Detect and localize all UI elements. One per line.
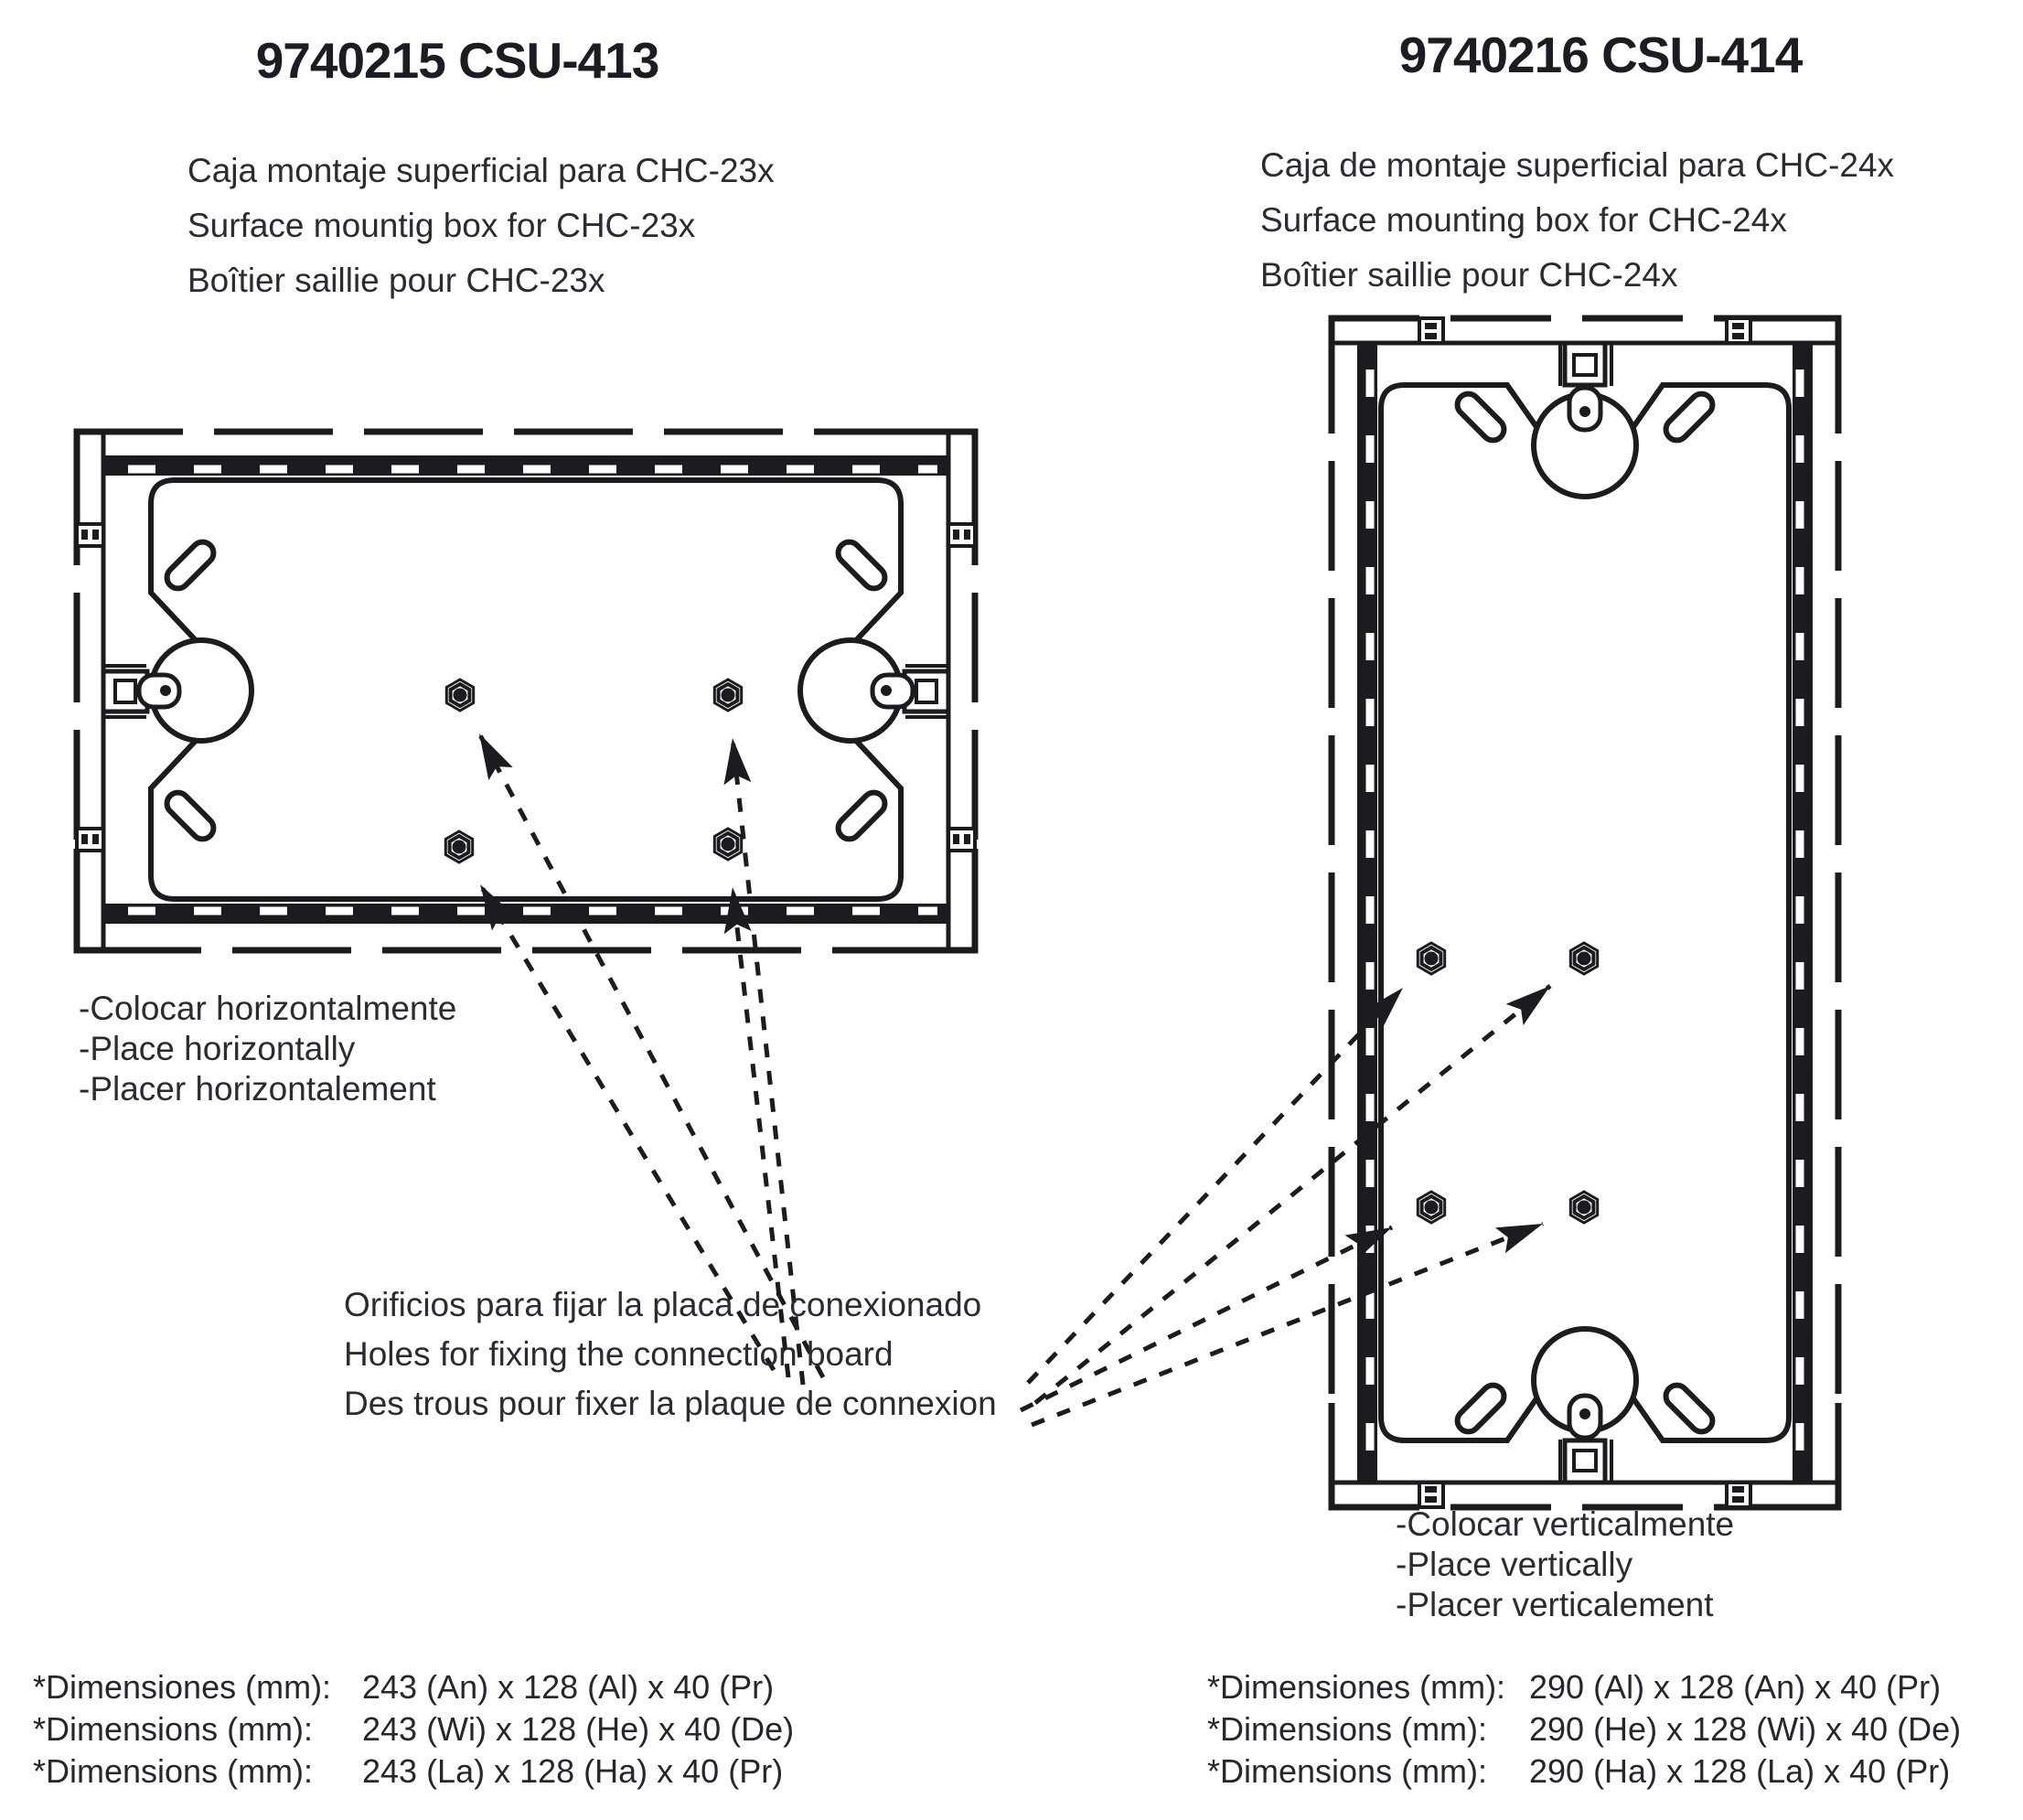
dimension-value: 290 (He) x 128 (Wi) x 40 (De) <box>1529 1710 1962 1748</box>
left-placement-note-fr: -Placer horizontalement <box>79 1070 436 1108</box>
right-dimensions-row <box>1207 1752 1950 1791</box>
dimension-label: *Dimensiones (mm): <box>33 1668 332 1706</box>
vertical-box-diagram <box>1328 315 1842 1511</box>
dimension-label: *Dimensiones (mm): <box>1207 1668 1506 1706</box>
product-right-description-fr: Boîtier saillie pour CHC-24x <box>1260 256 1678 294</box>
right-placement-note-es: -Colocar verticalmente <box>1396 1505 1735 1543</box>
dimension-value: 243 (Wi) x 128 (He) x 40 (De) <box>362 1710 795 1748</box>
dimension-value: 290 (Al) x 128 (An) x 40 (Pr) <box>1529 1668 1942 1706</box>
fixing-screw-icon <box>714 829 741 860</box>
holes-note-es: Orificios para fijar la placa de conexionado <box>344 1286 982 1323</box>
product-right-description-es: Caja de montaje superficial para CHC-24x <box>1260 146 1895 184</box>
product-left-description-fr: Boîtier saillie pour CHC-23x <box>187 262 605 299</box>
dimension-value: 243 (La) x 128 (Ha) x 40 (Pr) <box>362 1752 784 1790</box>
horizontal-box-diagram <box>73 428 979 954</box>
product-left-code-title: 9740215 CSU-413 <box>255 32 659 89</box>
fixing-screw-icon <box>446 680 473 711</box>
product-right-description-en: Surface mounting box for CHC-24x <box>1260 201 1787 239</box>
dimension-label: *Dimensions (mm): <box>33 1752 314 1790</box>
left-dimensions-row <box>33 1752 783 1791</box>
fixing-screw-icon <box>1570 1192 1597 1223</box>
holes-note-fr: Des trous pour fixer la plaque de connexion <box>344 1385 997 1422</box>
fixing-screw-icon <box>714 680 741 711</box>
right-placement-note-fr: -Placer verticalement <box>1396 1586 1714 1623</box>
fixing-screw-icon <box>445 831 472 862</box>
right-dimensions-row <box>1207 1710 1961 1749</box>
fixing-screw-icon <box>1418 943 1444 974</box>
fixing-screw-icon <box>1418 1192 1444 1223</box>
dimension-label: *Dimensions (mm): <box>1207 1710 1488 1748</box>
holes-note-en: Holes for fixing the connection board <box>344 1335 894 1373</box>
product-left-description-en: Surface mountig box for CHC-23x <box>187 207 696 244</box>
product-left-description-es: Caja montaje superficial para CHC-23x <box>187 152 775 189</box>
dimension-value: 243 (An) x 128 (Al) x 40 (Pr) <box>362 1668 775 1706</box>
right-dimensions-row <box>1207 1668 1941 1707</box>
left-placement-note-es: -Colocar horizontalmente <box>79 990 457 1027</box>
dimension-label: *Dimensions (mm): <box>1207 1752 1488 1790</box>
fixing-screw-icon <box>1570 943 1597 974</box>
left-placement-note-en: -Place horizontally <box>79 1030 356 1067</box>
dimension-label: *Dimensions (mm): <box>33 1710 314 1748</box>
dimension-value: 290 (Ha) x 128 (La) x 40 (Pr) <box>1529 1752 1951 1790</box>
left-dimensions-row <box>33 1710 794 1749</box>
left-dimensions-row <box>33 1668 774 1707</box>
product-right-code-title: 9740216 CSU-414 <box>1398 27 1803 83</box>
right-placement-note-en: -Place vertically <box>1396 1546 1633 1583</box>
